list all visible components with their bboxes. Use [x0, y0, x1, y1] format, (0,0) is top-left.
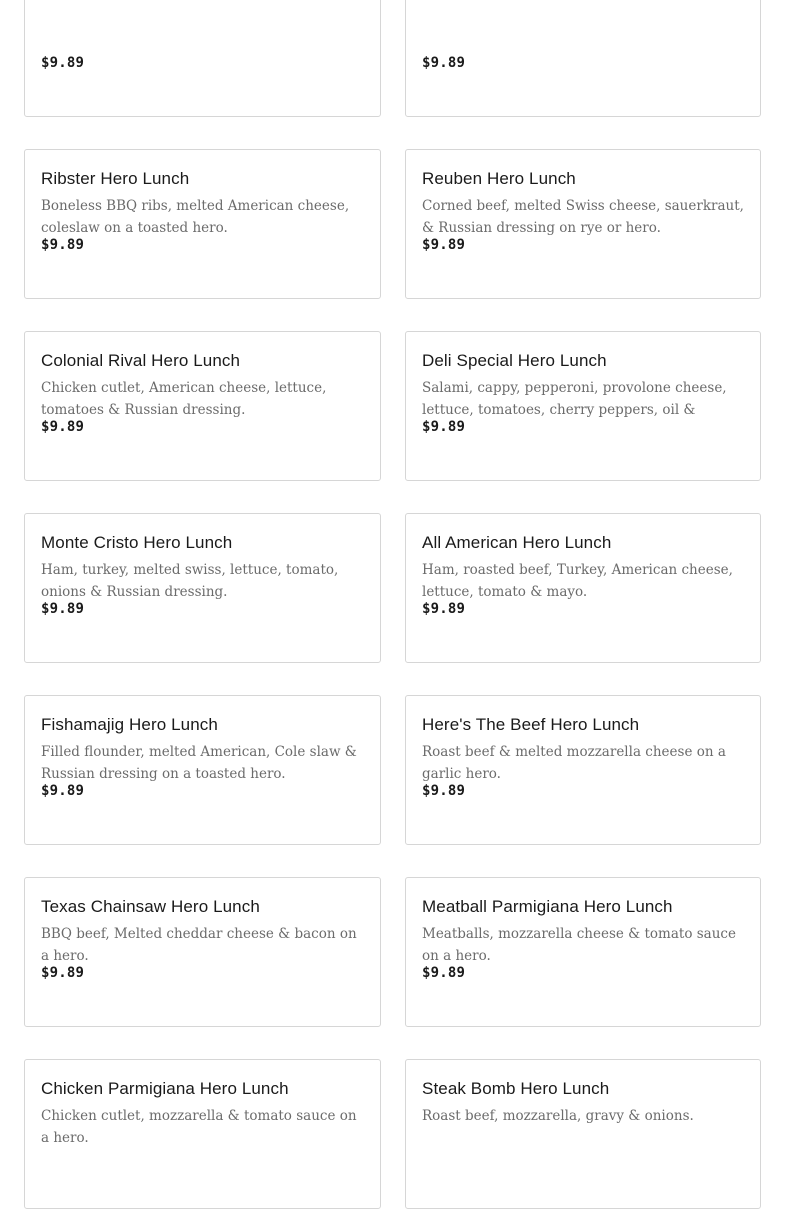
menu-item-card[interactable]	[24, 695, 381, 845]
menu-item-name: Steak Bomb Hero Lunch	[422, 1079, 610, 1098]
menu-item-description: Chicken cutlet, mozzarella & tomato sauce on a hero.	[41, 1108, 357, 1146]
menu-item-price: $9.89	[41, 237, 85, 253]
menu-item-name: Meatball Parmigiana Hero Lunch	[422, 897, 673, 916]
menu-item-card[interactable]	[405, 331, 761, 481]
menu-item-card[interactable]	[405, 695, 761, 845]
menu-item-description: Ham, roasted beef, Turkey, American cheese, lettuce, tomato & mayo.	[422, 562, 733, 600]
menu-item-description: Ham, turkey, melted swiss, lettuce, tomato, onions & Russian dressing.	[41, 562, 339, 600]
menu-item-price: $9.89	[422, 783, 466, 799]
menu-item-name: Chicken Parmigiana Hero Lunch	[41, 1079, 289, 1098]
menu-item-description	[422, 0, 744, 35]
menu-item-name: Reuben Hero Lunch	[422, 169, 576, 188]
menu-item-description	[41, 0, 364, 35]
menu-item-card[interactable]	[405, 149, 761, 299]
menu-item-card[interactable]	[405, 1059, 761, 1209]
menu-item-name: Fishamajig Hero Lunch	[41, 715, 218, 734]
menu-item-name: Deli Special Hero Lunch	[422, 351, 607, 370]
menu-item-description: Boneless BBQ ribs, melted American cheese, coleslaw on a toasted hero.	[41, 198, 350, 236]
menu-item-description: Filled flounder, melted American, Cole slaw & Russian dressing on a toasted hero.	[41, 744, 357, 782]
menu-item-card[interactable]	[24, 0, 381, 117]
menu-item-description: Meatballs, mozzarella cheese & tomato sauce on a hero.	[422, 926, 736, 964]
menu-item-card[interactable]	[405, 877, 761, 1027]
menu-item-name: All American Hero Lunch	[422, 533, 612, 552]
menu-item-price: $9.89	[41, 783, 85, 799]
menu-item-price: $9.89	[422, 55, 466, 71]
menu-item-card[interactable]	[24, 149, 381, 299]
menu-item-description: Roast beef & melted mozzarella cheese on a garlic hero.	[422, 744, 726, 782]
menu-item-name: Monte Cristo Hero Lunch	[41, 533, 233, 552]
menu-item-name: Here's The Beef Hero Lunch	[422, 715, 640, 734]
menu-item-price: $9.89	[41, 419, 85, 435]
menu-item-price: $9.89	[41, 601, 85, 617]
menu-item-price: $9.89	[41, 55, 85, 71]
menu-item-card[interactable]	[24, 1059, 381, 1209]
menu-item-card[interactable]	[24, 877, 381, 1027]
menu-item-price: $9.89	[422, 419, 466, 435]
menu-item-description: Corned beef, melted Swiss cheese, sauerkraut, & Russian dressing on rye or hero.	[422, 198, 744, 236]
menu-item-name: Ribster Hero Lunch	[41, 169, 190, 188]
menu-item-description: Roast beef, mozzarella, gravy & onions.	[422, 1108, 694, 1124]
menu-item-card[interactable]	[405, 0, 761, 117]
menu-item-card[interactable]	[405, 513, 761, 663]
menu-item-card[interactable]	[24, 513, 381, 663]
menu-item-card[interactable]	[24, 331, 381, 481]
menu-item-name: Texas Chainsaw Hero Lunch	[41, 897, 260, 916]
menu-item-price: $9.89	[41, 965, 85, 981]
menu-item-description: Chicken cutlet, American cheese, lettuce, tomatoes & Russian dressing.	[41, 380, 327, 418]
menu-item-description: BBQ beef, Melted cheddar cheese & bacon on a hero.	[41, 926, 357, 964]
menu-item-grid	[24, 0, 761, 1209]
menu-item-price: $9.89	[422, 965, 466, 981]
menu-item-name: Colonial Rival Hero Lunch	[41, 351, 241, 370]
menu-item-description: Salami, cappy, pepperoni, provolone cheese, lettuce, tomatoes, cherry peppers, oil &	[422, 380, 727, 418]
menu-item-price: $9.89	[422, 601, 466, 617]
menu-item-price: $9.89	[422, 237, 466, 253]
